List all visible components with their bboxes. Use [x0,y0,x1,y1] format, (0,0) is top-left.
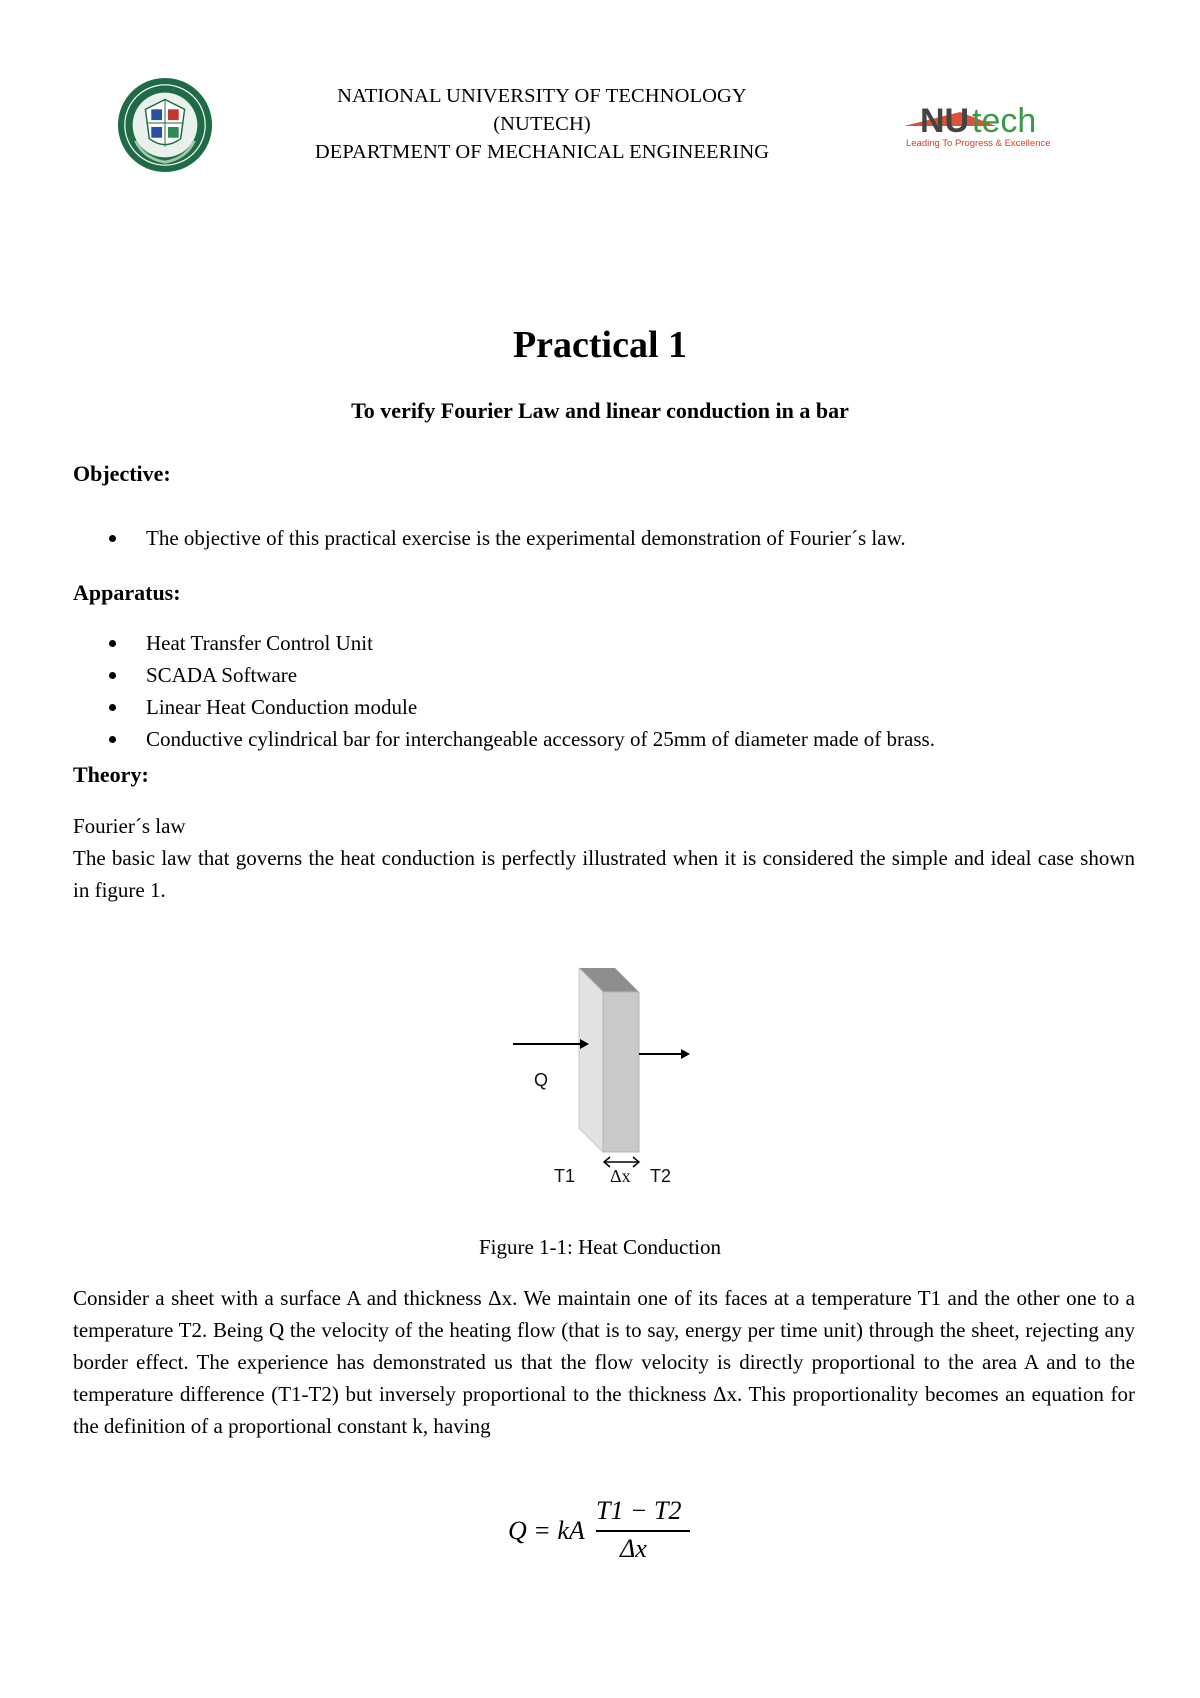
apparatus-heading: Apparatus: [73,580,181,605]
theory-heading: Theory: [73,762,149,787]
bullet-icon [109,736,116,743]
list-item: SCADA Software [73,659,1133,691]
theory-subheading: Fourier´s law [73,814,186,838]
bullet-icon [109,640,116,647]
nutech-logo [900,96,1090,152]
page-title: Practical 1 [512,324,688,366]
department-name: DEPARTMENT OF MECHANICAL ENGINEERING [314,141,770,163]
figure-label-t1: T1 [554,1166,576,1186]
figure-caption: Figure 1-1: Heat Conduction [478,1235,722,1259]
equation-denominator: Δx [620,1534,647,1563]
list-item: Heat Transfer Control Unit [73,627,1133,659]
logo-nu-text: NU [920,102,970,140]
figure-label-delta-x: Δx [610,1166,631,1186]
heat-conduction-figure [500,958,720,1193]
theory-paragraph-1: The basic law that governs the heat conduction is perfectly illustrated when it is considered the simple and ideal case shown in figure 1. [73,846,1135,902]
objective-heading: Objective: [73,461,171,486]
bullet-icon [109,704,116,711]
heat-conduction-diagram [500,958,720,1193]
logo-tagline: Leading To Progress & Excellence [906,138,1051,149]
page-subtitle: To verify Fourier Law and linear conduction in a bar [351,398,849,423]
list-item: Conductive cylindrical bar for interchangeable accessory of 25mm of diameter made of brass. [73,723,1133,755]
list-item: The objective of this practical exercise is the experimental demonstration of Fourier´s law. [73,522,1133,554]
university-abbreviation: (NUTECH) [493,113,591,135]
theory-paragraph-2: Consider a sheet with a surface A and thickness Δx. We maintain one of its faces at a temperature T1 and the other one to a temperature T2. Being Q the velocity of the heating flow (that is to say, energy per time unit) through the sheet, rejecting any border effect. The experience has demonstrated us that the flow velocity is directly proportional to the area A and to the temperature difference (T1-T2) but inversely proportional to the thickness Δx. This proportionality becomes an equation for the definition of a proportional constant k, having [73,1286,1135,1438]
logo-tech-text: tech [972,102,1037,140]
figure-label-t2: T2 [650,1166,672,1186]
bullet-icon [109,672,116,679]
objective-list [73,522,1133,554]
university-name: NATIONAL UNIVERSITY OF TECHNOLOGY [337,85,747,107]
list-item: Linear Heat Conduction module [73,691,1133,723]
equation-fraction-bar [596,1530,690,1532]
equation-lhs: Q = kA [508,1516,585,1545]
university-seal-logo [116,76,214,174]
apparatus-list [73,627,1133,755]
bullet-icon [109,535,116,542]
figure-label-q: Q [534,1070,549,1090]
equation-numerator: T1 − T2 [596,1496,682,1525]
header-text [240,82,844,166]
